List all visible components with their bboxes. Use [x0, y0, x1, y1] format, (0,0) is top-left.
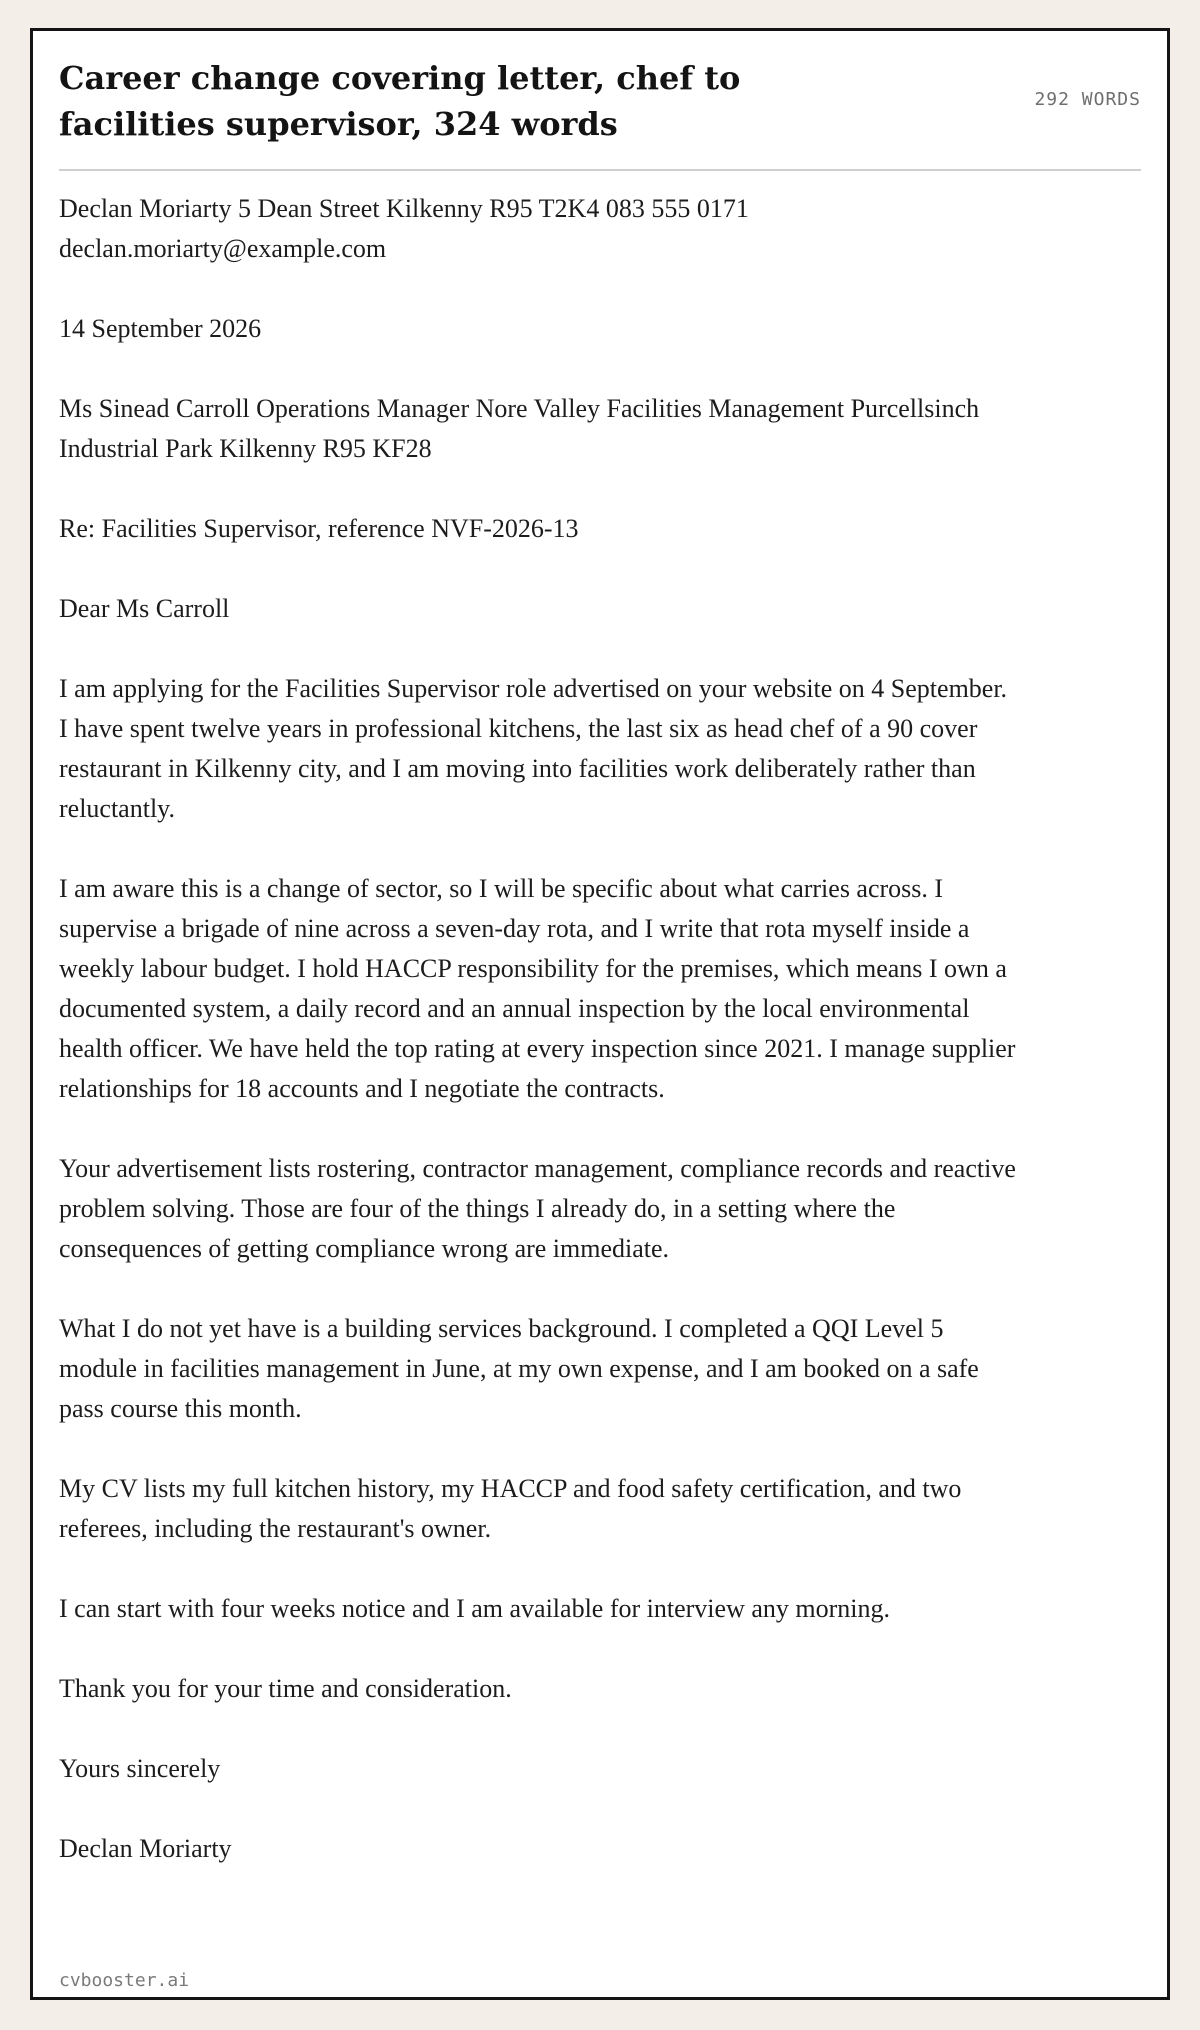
- body-paragraph: Thank you for your time and consideration.: [59, 1674, 512, 1703]
- letter-date: 14 September 2026: [59, 314, 262, 343]
- body-paragraph: I can start with four weeks notice and I am available for interview any morning.: [59, 1594, 890, 1623]
- letter-header: [59, 55, 1141, 171]
- page-title: Career change covering letter, chef to facilities supervisor, 324 words: [59, 59, 741, 143]
- cover-letter-card: [30, 28, 1170, 2000]
- body-paragraph: My CV lists my full kitchen history, my HACCP and food safety certification, and two referees, including the restaurant's owner.: [59, 1474, 962, 1543]
- recipient-address: Ms Sinead Carroll Operations Manager Nore Valley Facilities Management Purcellsinch Industrial Park Kilkenny R95 KF28: [59, 394, 980, 463]
- body-paragraph: Your advertisement lists rostering, contractor management, compliance records and reactive problem solving. Those are four of the things I already do, in a setting where the consequences of getting compliance wrong are immediate.: [59, 1154, 1016, 1263]
- signature: Declan Moriarty: [59, 1834, 232, 1863]
- body-paragraph: I am applying for the Facilities Supervisor role advertised on your website on 4 September. I have spent twelve years in professional kitchens, the last six as head chef of a 90 cover restaurant in Kilkenny city, and I am moving into facilities work deliberately rather than reluctantly.: [59, 674, 1008, 823]
- closing: Yours sincerely: [59, 1754, 221, 1783]
- salutation: Dear Ms Carroll: [59, 594, 230, 623]
- word-count-badge: 292 WORDS: [1034, 89, 1141, 110]
- brand-footer: cvbooster.ai: [59, 1970, 190, 1991]
- body-paragraph: What I do not yet have is a building services background. I completed a QQI Level 5 module in facilities management in June, at my own expense, and I am booked on a safe pass course this month.: [59, 1314, 979, 1423]
- sender-address: Declan Moriarty 5 Dean Street Kilkenny R95 T2K4 083 555 0171 declan.moriarty@example.com: [59, 194, 749, 263]
- body-paragraph: I am aware this is a change of sector, so I will be specific about what carries across. I supervise a brigade of nine across a seven-day rota, and I write that rota myself inside a weekly labour budget. I hold HACCP responsibility for the premises, which means I own a documented system, a daily record and an annual inspection by the local environmental health officer. We have held the top rating at every inspection since 2021. I manage supplier relationships for 18 accounts and I negotiate the contracts.: [59, 874, 1016, 1103]
- subject-line: Re: Facilities Supervisor, reference NVF-2026-13: [59, 514, 579, 543]
- letter-body: [59, 189, 1019, 1869]
